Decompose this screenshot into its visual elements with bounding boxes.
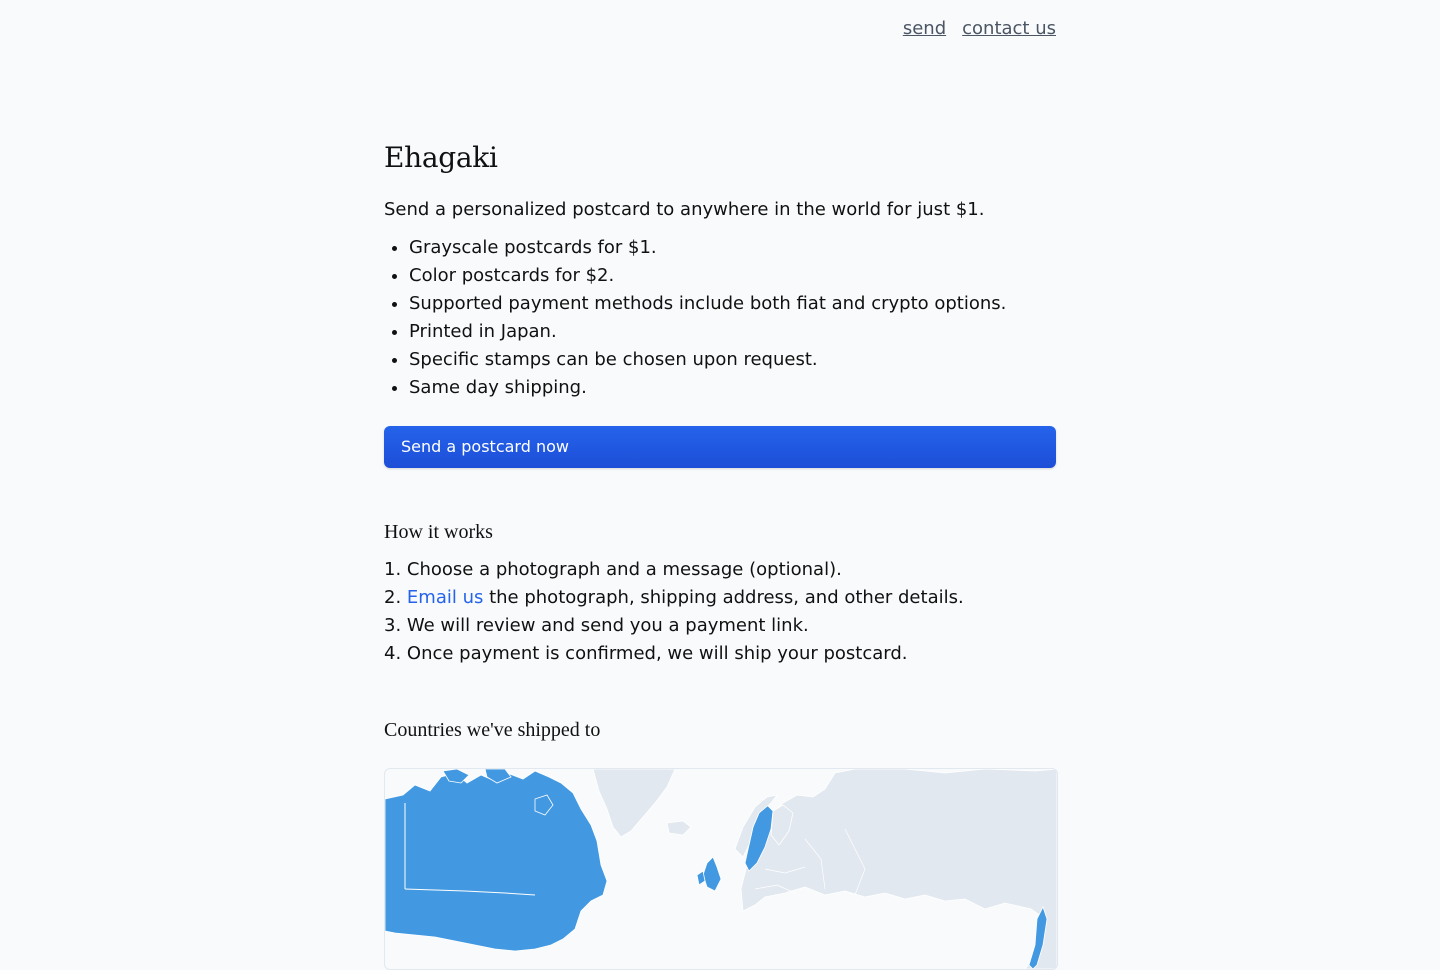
feature-list: [384, 234, 1056, 402]
countries-heading: Countries we've shipped to: [384, 719, 601, 741]
map-region-iceland[interactable]: [667, 821, 691, 835]
step-text: the photograph, shipping address, and other details.: [483, 587, 964, 608]
map-region-greenland[interactable]: [593, 769, 675, 837]
email-us-link[interactable]: Email us: [406, 587, 484, 608]
contact-us-link[interactable]: contact us: [962, 18, 1056, 39]
feature-item: • Color postcards for $2.: [409, 262, 1056, 290]
map-region-uk[interactable]: [703, 857, 721, 891]
step-item: 4. Once payment is confirmed, we will ship your postcard.: [384, 643, 908, 664]
countries-section: [384, 716, 1056, 970]
step-number: 2.: [384, 587, 407, 608]
step-item: 1. Choose a photograph and a message (optional).: [384, 559, 842, 580]
step-item: 3. We will review and send you a payment link.: [384, 615, 809, 636]
feature-item: • Specific stamps can be chosen upon request.: [409, 346, 1056, 374]
map-region-ireland[interactable]: [697, 871, 705, 885]
send-postcard-button[interactable]: Send a postcard now: [384, 426, 1056, 468]
steps-list: [384, 556, 1056, 668]
how-it-works-section: [384, 518, 1056, 668]
step-item: [384, 584, 1056, 612]
feature-item: • Supported payment methods include both fiat and crypto options.: [409, 290, 1056, 318]
world-map-svg: [385, 769, 1057, 969]
send-link[interactable]: send: [902, 18, 947, 39]
main-content: [384, 138, 1056, 970]
feature-item: • Printed in Japan.: [409, 318, 1056, 346]
map-region-canada[interactable]: [385, 771, 607, 951]
world-map[interactable]: [384, 768, 1058, 970]
feature-item: • Same day shipping.: [409, 374, 1056, 402]
how-it-works-heading: How it works: [384, 521, 493, 543]
map-region-eurasia[interactable]: [741, 769, 1057, 969]
top-nav: [903, 18, 1056, 39]
tagline: Send a personalized postcard to anywhere in the world for just $1.: [384, 199, 985, 220]
feature-item: • Grayscale postcards for $1.: [409, 234, 1056, 262]
page-title: Ehagaki: [384, 141, 498, 174]
